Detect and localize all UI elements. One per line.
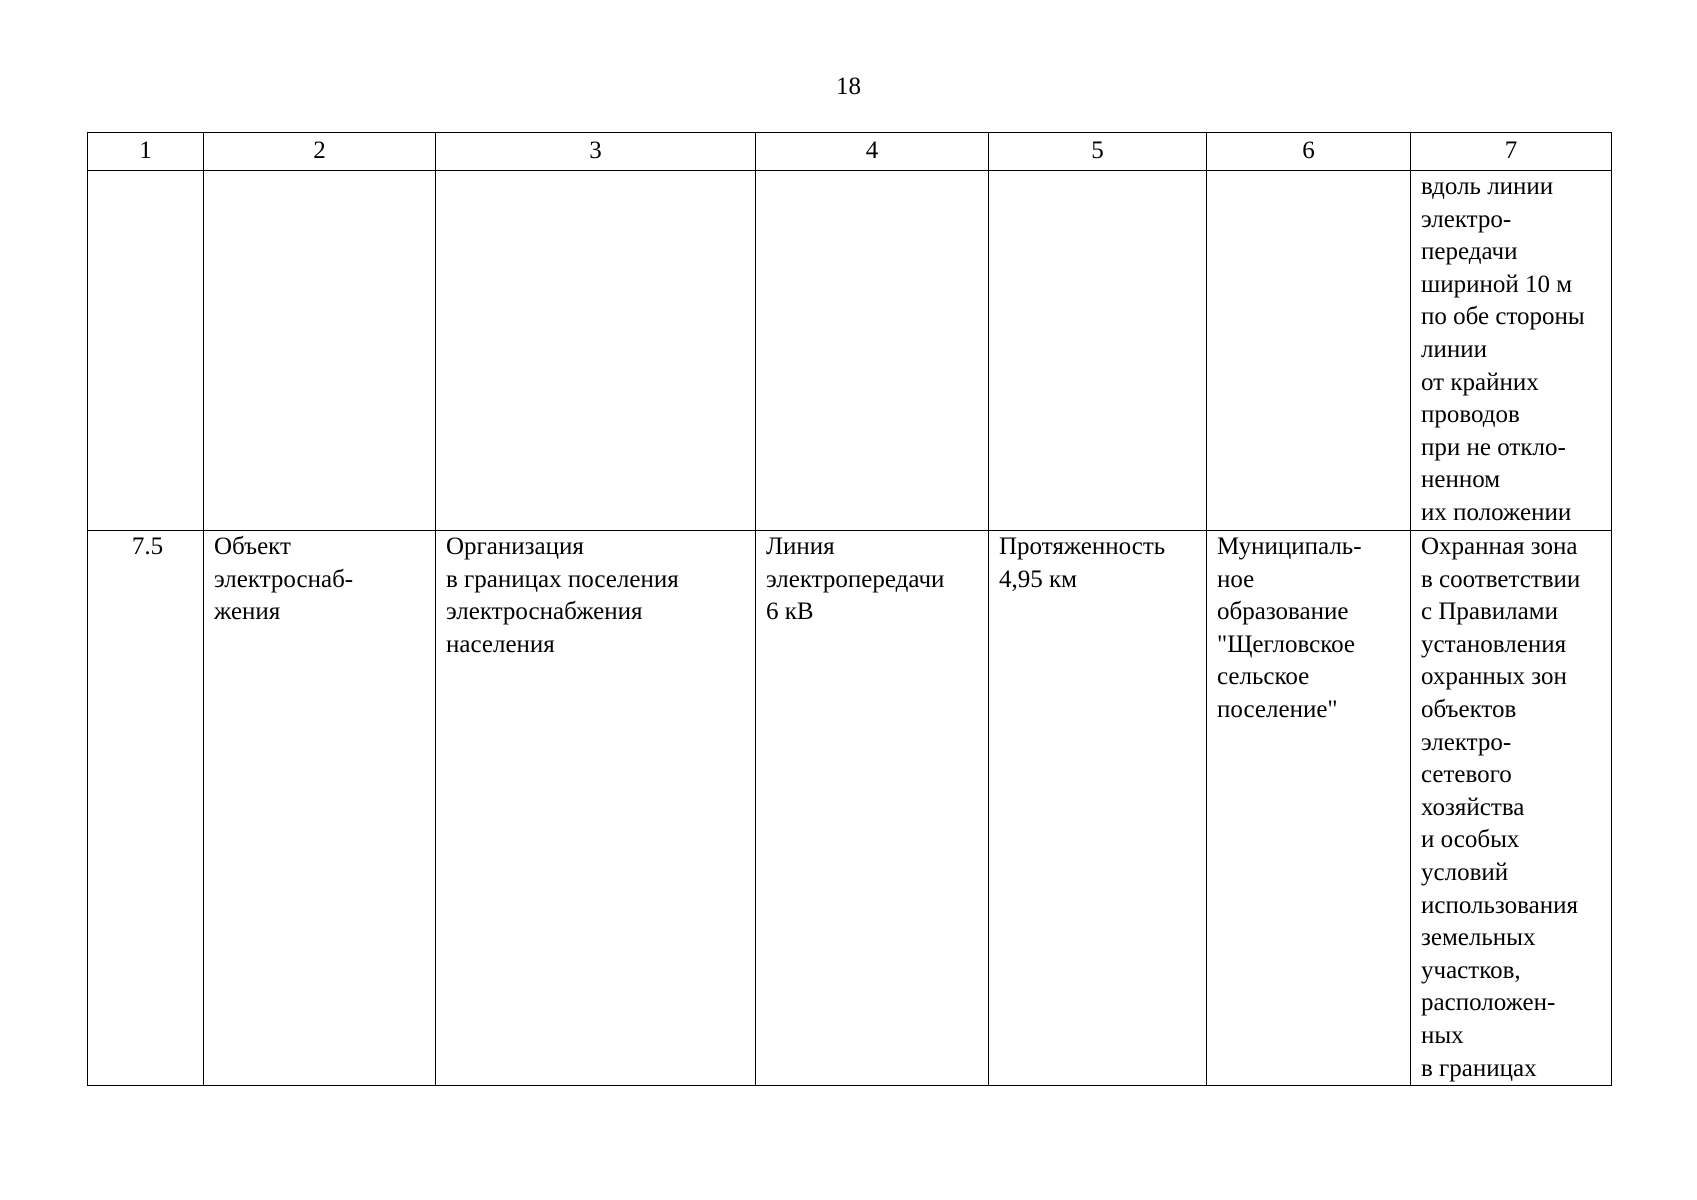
purpose-cell: Организация в границах поселения электроснабжения населения bbox=[436, 531, 756, 1086]
object-type-cell: Объект электроснаб- жения bbox=[204, 531, 436, 1086]
header-cell-3: 3 bbox=[436, 133, 756, 171]
characteristics-cell: Протяженность 4,95 км bbox=[989, 531, 1207, 1086]
header-cell-6: 6 bbox=[1207, 133, 1411, 171]
page-number: 18 bbox=[836, 73, 861, 100]
header-cell-5: 5 bbox=[989, 133, 1207, 171]
location-cell: Муниципаль- ное образование "Щегловское сельское поселение" bbox=[1207, 531, 1411, 1086]
table-row bbox=[88, 171, 1612, 531]
location-cell bbox=[1207, 171, 1411, 531]
row-number-cell: 7.5 bbox=[88, 531, 204, 1086]
document-table bbox=[87, 132, 1612, 1086]
table-header-row bbox=[88, 133, 1612, 171]
characteristics-cell bbox=[989, 171, 1207, 531]
row-number-cell bbox=[88, 171, 204, 531]
table-row bbox=[88, 531, 1612, 1086]
object-type-cell bbox=[204, 171, 436, 531]
object-name-cell bbox=[756, 171, 989, 531]
zone-cell: Охранная зона в соответствии с Правилами установления охранных зон объектов электро- сетевого хозяйства и особых условий использования земельных участков, расположен- ных в границах bbox=[1411, 531, 1612, 1086]
header-cell-2: 2 bbox=[204, 133, 436, 171]
purpose-cell bbox=[436, 171, 756, 531]
header-cell-7: 7 bbox=[1411, 133, 1612, 171]
object-name-cell: Линия электропередачи 6 кВ bbox=[756, 531, 989, 1086]
zone-cell: вдоль линии электро- передачи шириной 10 м по обе стороны линии от крайних проводов при не откло- ненном их положении bbox=[1411, 171, 1612, 531]
header-cell-1: 1 bbox=[88, 133, 204, 171]
header-cell-4: 4 bbox=[756, 133, 989, 171]
